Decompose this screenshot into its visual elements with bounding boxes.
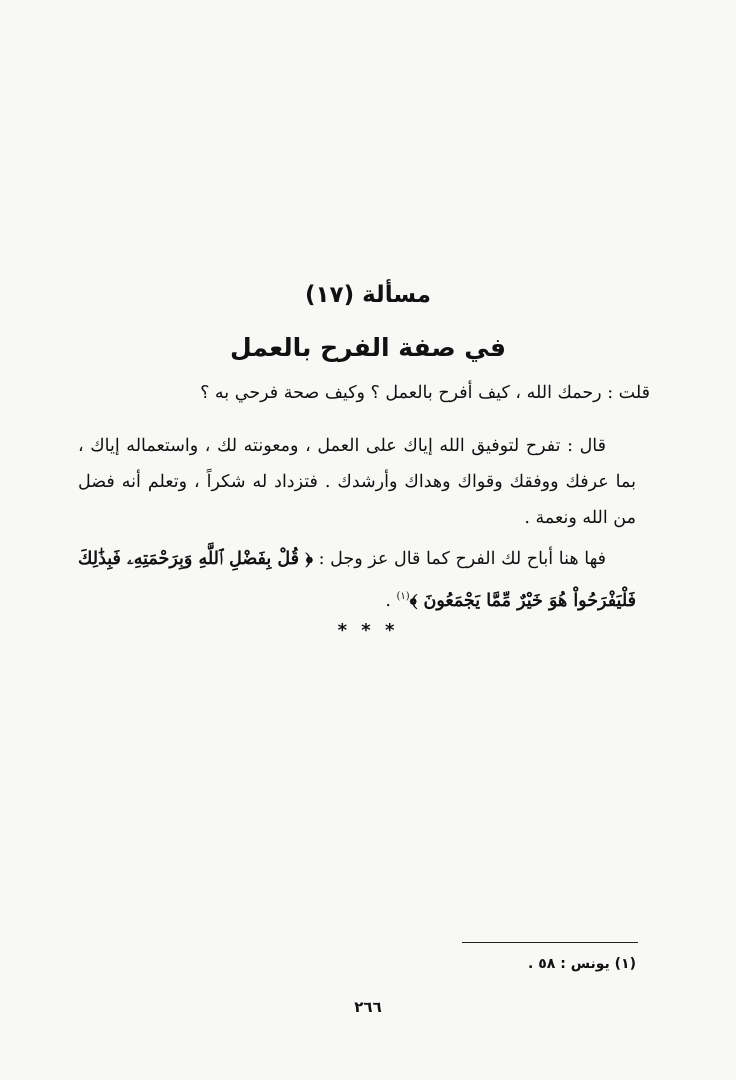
footnote-reference: (١) [396, 591, 410, 602]
question-paragraph: قلت : رحمك الله ، كيف أفرح بالعمل ؟ وكيف صحة فرحي به ؟ [200, 383, 650, 403]
verse-intro-text: فها هنا أباح لك الفرح كما قال عز وجل : [312, 549, 606, 569]
page-number: ٢٦٦ [354, 998, 382, 1016]
issue-number-heading: مسألة (١٧) [305, 282, 431, 308]
issue-title-heading: في صفة الفرح بالعمل [230, 333, 506, 362]
section-separator: * * * [337, 620, 399, 641]
verse-paragraph [78, 540, 636, 620]
footnote-divider [462, 942, 638, 943]
answer-paragraph: قال : تفرح لتوفيق الله إياك على العمل ، ومعونته لك ، واستعماله إياك ، بما عرفك ووفقك وقواك وهداك وأرشدك . فتزداد له شكراً ، وتعلم أنه فضل من الله ونعمة . [78, 436, 636, 528]
quran-verse-text: ﴿ قُلْ بِفَضْلِ ٱللَّهِ وَبِرَحْمَتِهِۦ فَبِذَٰلِكَ فَلْيَفْرَحُواْ هُوَ خَيْرٌ مِّمَّا يَجْمَعُونَ ﴾ [78, 549, 636, 611]
footnote-text: (١) يونس : ٥٨ . [528, 956, 636, 972]
verse-end-punctuation: . [385, 590, 397, 611]
